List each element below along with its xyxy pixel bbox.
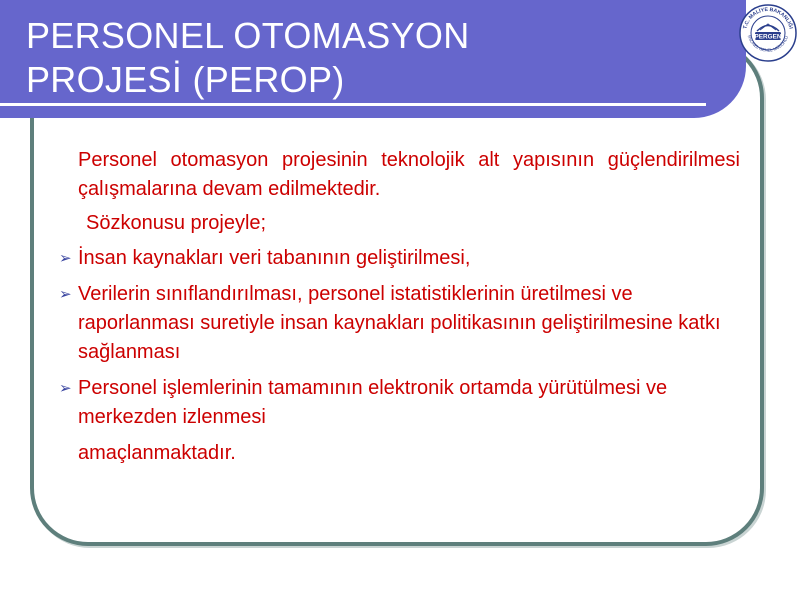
ministry-seal-icon: [738, 2, 798, 64]
arrow-bullet-icon: ➢: [59, 380, 72, 397]
list-item: [56, 280, 740, 367]
title-bar: [0, 0, 746, 118]
list-item: [56, 244, 740, 273]
logo-label: PERGEN: [754, 33, 782, 41]
logo-ring-bottom-text: RSONEL GENEL MÜDÜRLÜ: [746, 34, 790, 53]
title-underline: [0, 103, 706, 106]
list-item-text: İnsan kaynakları veri tabanının geliştirilmesi,: [78, 247, 471, 269]
arrow-bullet-icon: ➢: [59, 250, 72, 267]
list-item-text: Verilerin sınıflandırılması, personel istatistiklerinin üretilmesi ve raporlanması suretiyle insan kaynakları politikasının geliştirilmesine katkı sağlanması: [78, 283, 721, 363]
slide-title-line-1: PERSONEL OTOMASYON: [26, 15, 470, 56]
intro-paragraph: Personel otomasyon projesinin teknolojik alt yapısının güçlendirilmesi çalışmalarına devam edilmektedir.: [78, 149, 740, 200]
slide-title-line-2: PROJESİ (PEROP): [26, 59, 345, 100]
list-item-text: Personel işlemlerinin tamamının elektronik ortamda yürütülmesi ve merkezden izlenmesi: [78, 377, 668, 428]
list-item: [56, 374, 740, 432]
arrow-bullet-icon: ➢: [59, 286, 72, 303]
slide-body: [56, 146, 740, 468]
bullet-list: [56, 244, 740, 432]
lead-in-text: Sözkonusu projeyle;: [86, 212, 267, 234]
logo-ring-top-text: T.C. MALİYE BAKANLIĞI: [742, 6, 794, 30]
slide-title: [26, 14, 470, 102]
closing-text: amaçlanmaktadır.: [78, 442, 236, 464]
